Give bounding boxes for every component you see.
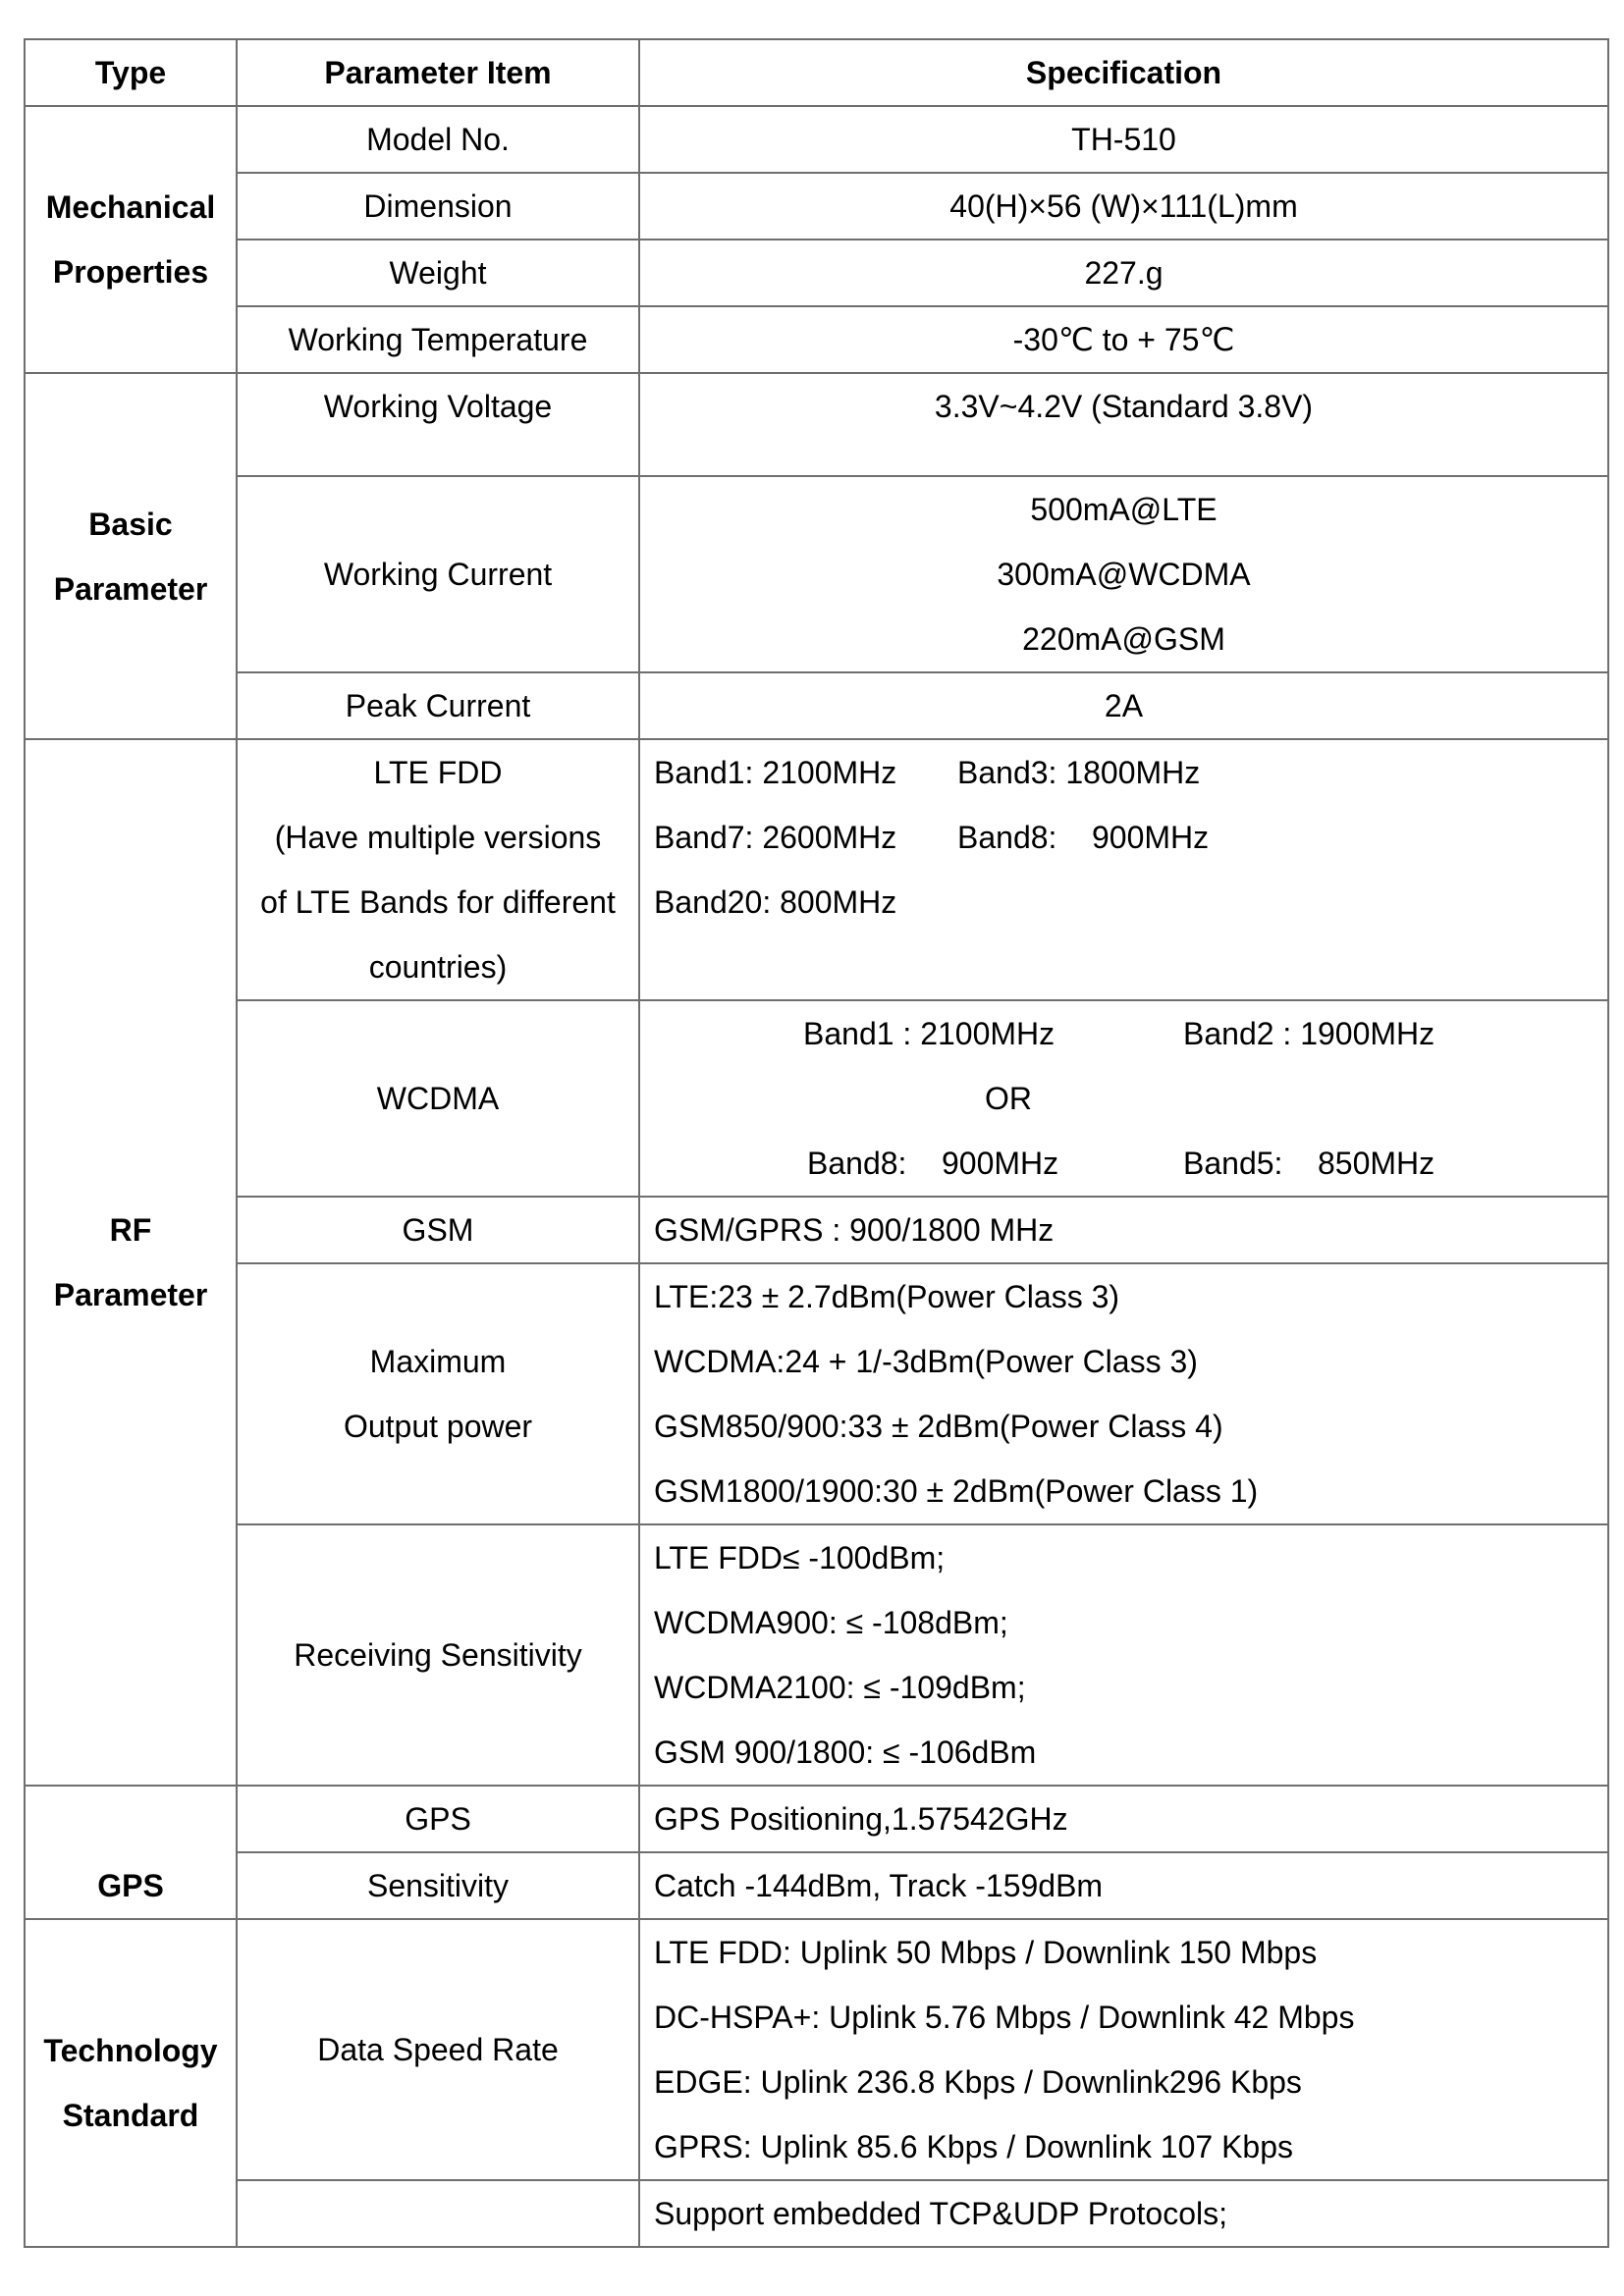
lte-label-line: LTE FDD	[373, 755, 503, 790]
param-lte	[237, 739, 639, 1000]
lte-label-line: countries)	[368, 949, 508, 985]
table-row	[25, 1852, 1608, 1919]
lte-band-row	[654, 740, 1607, 805]
type-basic	[25, 373, 237, 739]
spec-table	[24, 38, 1609, 2248]
header-row	[25, 39, 1608, 106]
wcdma-band: Band1 : 2100MHz	[803, 1016, 1056, 1051]
type-line: Parameter	[53, 570, 208, 607]
output-line: GSM850/900:33 ± 2dBm(Power Class 4)	[654, 1409, 1223, 1444]
table-row	[25, 373, 1608, 476]
type-line: Technology	[43, 2033, 218, 2068]
table-row	[25, 1197, 1608, 1263]
param-temperature: Working Temperature	[237, 306, 639, 373]
param-current: Working Current	[237, 476, 639, 672]
header-type: Type	[25, 39, 237, 106]
param-gps-sensitivity: Sensitivity	[237, 1852, 639, 1919]
output-line: LTE:23 ± 2.7dBm(Power Class 3)	[654, 1279, 1120, 1314]
type-line: GPS	[97, 1868, 164, 1903]
param-weight: Weight	[237, 240, 639, 306]
lte-band: Band20: 800MHz	[654, 884, 897, 920]
type-line: Mechanical	[45, 189, 216, 225]
output-line: GSM1800/1900:30 ± 2dBm(Power Class 1)	[654, 1473, 1259, 1509]
lte-band: Band8: 900MHz	[957, 820, 1210, 855]
param-model: Model No.	[237, 106, 639, 173]
lte-band-row	[654, 870, 1607, 934]
wcdma-band: Band5: 850MHz	[1183, 1146, 1435, 1181]
type-line: Parameter	[53, 1277, 208, 1312]
spec-voltage: 3.3V~4.2V (Standard 3.8V)	[639, 373, 1608, 476]
spec-speed	[639, 1919, 1608, 2180]
speed-line: DC-HSPA+: Uplink 5.76 Mbps / Downlink 42 Mbps	[654, 2000, 1355, 2035]
lte-band-row	[654, 805, 1607, 870]
spec-output	[639, 1263, 1608, 1524]
type-gps	[25, 1786, 237, 1919]
output-label-line: Maximum	[369, 1344, 507, 1379]
param-dimension: Dimension	[237, 173, 639, 240]
table-row	[25, 240, 1608, 306]
lte-label-line: of LTE Bands for different	[260, 884, 616, 920]
table-row	[25, 739, 1608, 1000]
spec-sensitivity	[639, 1524, 1608, 1786]
table-row	[25, 306, 1608, 373]
spec-protocol: Support embedded TCP&UDP Protocols;	[639, 2180, 1608, 2247]
type-line: Basic	[88, 506, 173, 542]
spec-temperature: -30℃ to + 75℃	[639, 306, 1608, 373]
spec-gps-sensitivity: Catch -144dBm, Track -159dBm	[639, 1852, 1608, 1919]
current-line: 500mA@LTE	[1030, 492, 1218, 527]
spec-wcdma	[639, 1000, 1608, 1197]
wcdma-band-row	[640, 1001, 1607, 1066]
sensitivity-line: LTE FDD≤ -100dBm;	[654, 1540, 946, 1575]
output-label-line: Output power	[343, 1409, 533, 1444]
table-row	[25, 1919, 1608, 2180]
spec-current	[639, 476, 1608, 672]
sensitivity-line: WCDMA2100: ≤ -109dBm;	[654, 1670, 1026, 1705]
type-mechanical	[25, 106, 237, 373]
sensitivity-line: GSM 900/1800: ≤ -106dBm	[654, 1735, 1037, 1770]
param-output	[237, 1263, 639, 1524]
lte-band: Band7: 2600MHz	[654, 820, 897, 855]
type-line: Properties	[52, 254, 209, 290]
table-row	[25, 1524, 1608, 1786]
param-peak: Peak Current	[237, 672, 639, 739]
table-row	[25, 672, 1608, 739]
type-technology	[25, 1919, 237, 2247]
wcdma-band: Band2 : 1900MHz	[1183, 1016, 1435, 1051]
lte-label-line: (Have multiple versions	[274, 820, 602, 855]
spec-weight: 227.g	[639, 240, 1608, 306]
param-speed: Data Speed Rate	[237, 1919, 639, 2180]
spec-gps: GPS Positioning,1.57542GHz	[639, 1786, 1608, 1852]
table-row	[25, 173, 1608, 240]
param-protocol-empty	[237, 2180, 639, 2247]
spec-gsm: GSM/GPRS : 900/1800 MHz	[639, 1197, 1608, 1263]
header-specification: Specification	[639, 39, 1608, 106]
spec-peak: 2A	[639, 672, 1608, 739]
wcdma-band-row	[640, 1131, 1607, 1196]
lte-band: Band3: 1800MHz	[957, 755, 1201, 790]
output-line: WCDMA:24 + 1/-3dBm(Power Class 3)	[654, 1344, 1198, 1379]
param-wcdma: WCDMA	[237, 1000, 639, 1197]
table-row	[25, 476, 1608, 672]
param-gsm: GSM	[237, 1197, 639, 1263]
speed-line: GPRS: Uplink 85.6 Kbps / Downlink 107 Kbps	[654, 2129, 1293, 2164]
wcdma-band: Band8: 900MHz	[807, 1146, 1059, 1181]
param-gps: GPS	[237, 1786, 639, 1852]
spec-dimension: 40(H)×56 (W)×111(L)mm	[639, 173, 1608, 240]
spec-lte	[639, 739, 1608, 1000]
current-line: 220mA@GSM	[1022, 621, 1225, 657]
type-line: Standard	[62, 2098, 199, 2133]
lte-band: Band1: 2100MHz	[654, 755, 897, 790]
spec-model: TH-510	[639, 106, 1608, 173]
table-row	[25, 1000, 1608, 1197]
table-row	[25, 1263, 1608, 1524]
table-row	[25, 1786, 1608, 1852]
table-row	[25, 2180, 1608, 2247]
type-line: RF	[109, 1212, 152, 1248]
speed-line: EDGE: Uplink 236.8 Kbps / Downlink296 Kbps	[654, 2064, 1302, 2100]
current-line: 300mA@WCDMA	[997, 557, 1251, 592]
wcdma-or: OR	[985, 1081, 1032, 1116]
wcdma-or-row	[640, 1066, 1607, 1131]
param-voltage: Working Voltage	[237, 373, 639, 476]
table-row	[25, 106, 1608, 173]
param-sensitivity: Receiving Sensitivity	[237, 1524, 639, 1786]
header-parameter-item: Parameter Item	[237, 39, 639, 106]
speed-line: LTE FDD: Uplink 50 Mbps / Downlink 150 Mbps	[654, 1935, 1318, 1970]
type-rf	[25, 739, 237, 1786]
sensitivity-line: WCDMA900: ≤ -108dBm;	[654, 1605, 1008, 1640]
